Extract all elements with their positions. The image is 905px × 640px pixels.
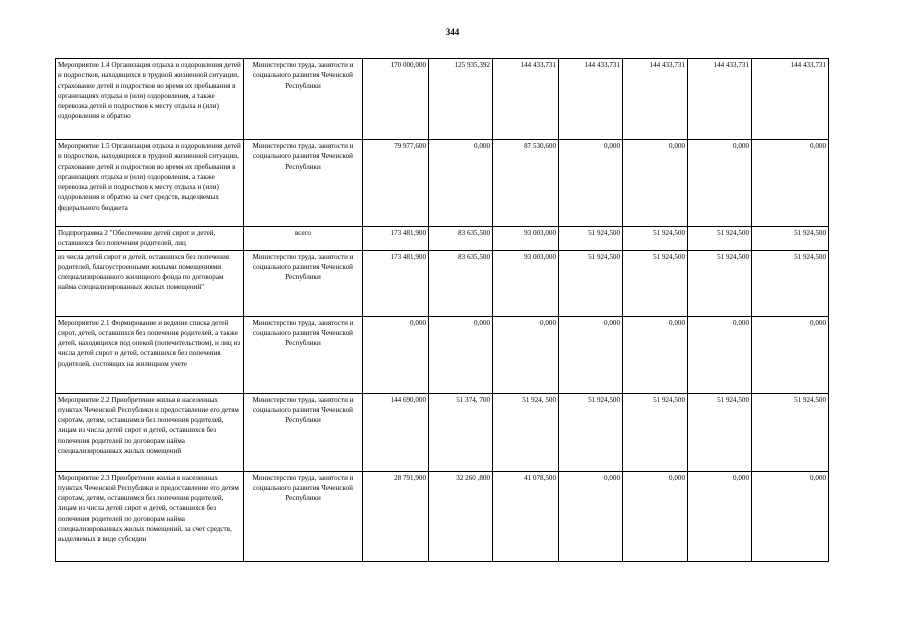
budget-table: [55, 58, 829, 562]
amount-cell: 51 924,500: [559, 227, 623, 251]
amount-cell: 51 924,500: [623, 393, 688, 471]
amount-cell: 144 433,731: [688, 59, 752, 140]
measure-description-cell: Мероприятие 2.2 Приобретение жилья в населенных пунктах Чеченской Республики и предоставление его детям сиротам, детям, оставшимся без попечения родителей, лицам из числа детей сирот и детей, оставшихся без попечения родителей по договорам найма специализированных жилых помещений: [56, 393, 244, 471]
amount-cell: 0,000: [559, 316, 623, 393]
amount-cell: 144 433,731: [752, 59, 829, 140]
amount-cell: 0,000: [688, 316, 752, 393]
amount-cell: 144 433,731: [493, 59, 559, 140]
amount-cell: 0,000: [559, 140, 623, 227]
measure-description-cell: из числа детей сирот и детей, оставшихся без попечения родителей, благоустроенными жилыми помещениями специализированного жилищного фонда по договорам найма специализированных жилых помещений": [56, 250, 244, 316]
amount-cell: 51 924,500: [623, 250, 688, 316]
amount-cell: 0,000: [429, 316, 493, 393]
amount-cell: 32 260 ,800: [429, 471, 493, 561]
amount-cell: 170 000,000: [363, 59, 429, 140]
amount-cell: 0,000: [493, 316, 559, 393]
amount-cell: 28 791,900: [363, 471, 429, 561]
amount-cell: 0,000: [752, 140, 829, 227]
amount-cell: 79 977,600: [363, 140, 429, 227]
table-row: [56, 59, 829, 140]
amount-cell: 93 003,000: [493, 227, 559, 251]
table-row: [56, 250, 829, 316]
responsible-org-cell: Министерство труда, занятости и социального развития Чеченской Республики: [244, 250, 363, 316]
table-row: [56, 471, 829, 561]
amount-cell: 51 924,500: [559, 393, 623, 471]
amount-cell: 144 690,000: [363, 393, 429, 471]
amount-cell: 0,000: [559, 471, 623, 561]
measure-description-cell: Мероприятие 2.3 Приобретение жилья в населенных пунктах Чеченской Республики и предоставление его детям сиротам, детям, оставшимся без попечения родителей, лицам из числа детей сирот и детей, оставшихся без попечения родителей по договорам найма специализированных жилых помещений, за счет средств, выделяемых в виде субсидии: [56, 471, 244, 561]
amount-cell: 0,000: [429, 140, 493, 227]
amount-cell: 83 635,500: [429, 227, 493, 251]
amount-cell: 51 374, 700: [429, 393, 493, 471]
responsible-org-cell: Министерство труда, занятости и социального развития Чеченской Республики: [244, 140, 363, 227]
amount-cell: 0,000: [688, 471, 752, 561]
amount-cell: 51 924,500: [623, 227, 688, 251]
table-row: [56, 393, 829, 471]
amount-cell: 51 924, 500: [493, 393, 559, 471]
amount-cell: 51 924,500: [752, 393, 829, 471]
amount-cell: 0,000: [752, 471, 829, 561]
responsible-org-cell: Министерство труда, занятости и социального развития Чеченской Республики: [244, 59, 363, 140]
amount-cell: 51 924,500: [752, 227, 829, 251]
amount-cell: 0,000: [623, 316, 688, 393]
measure-description-cell: Мероприятие 1.4 Организация отдыха и оздоровления детей и подростков, находящихся в трудной жизненной ситуации, страхование детей и подростков во время их пребывания в организациях отдыха и (или) оздоровления, а также перевозка детей и подростков к месту отдыха и (или) оздоровления и обратно: [56, 59, 244, 140]
responsible-org-cell: Министерство труда, занятости и социального развития Чеченской Республики: [244, 393, 363, 471]
page-number: 344: [445, 27, 460, 37]
table-row: [56, 227, 829, 251]
responsible-org-cell: Министерство труда, занятости и социального развития Чеченской Республики: [244, 471, 363, 561]
amount-cell: 51 924,500: [752, 250, 829, 316]
amount-cell: 125 935,392: [429, 59, 493, 140]
amount-cell: 0,000: [623, 140, 688, 227]
amount-cell: 173 481,900: [363, 250, 429, 316]
responsible-org-cell: Министерство труда, занятости и социального развития Чеченской Республики: [244, 316, 363, 393]
amount-cell: 0,000: [363, 316, 429, 393]
amount-cell: 0,000: [752, 316, 829, 393]
responsible-org-cell: всего: [244, 227, 363, 251]
measure-description-cell: Мероприятие 2.1 Формирование и ведение списка детей сирот, детей, оставшихся без попечения родителей, а также детей, находящихся под опекой (попечительством), и лиц из числа детей сирот и детей, оставшихся без попечения родителей, состоящих на жилищном учете: [56, 316, 244, 393]
amount-cell: 41 078,500: [493, 471, 559, 561]
table-row: [56, 316, 829, 393]
measure-description-cell: Мероприятие 1.5 Организация отдыха и оздоровления детей и подростков, находящихся в трудной жизненной ситуации, страхование детей и подростков во время их пребывания в организациях отдыха и (или) оздоровления, а также перевозка детей и подростков к месту отдыха и (или) оздоровления и обратно за счет средств, выделяемых федерального бюджета: [56, 140, 244, 227]
measure-description-cell: Подпрограмма 2 "Обеспечение детей сирот и детей, оставшихся без попечения родителей, лиц: [56, 227, 244, 251]
amount-cell: 51 924,500: [688, 250, 752, 316]
amount-cell: 0,000: [688, 140, 752, 227]
amount-cell: 51 924,500: [559, 250, 623, 316]
amount-cell: 173 481,900: [363, 227, 429, 251]
amount-cell: 144 433,731: [623, 59, 688, 140]
amount-cell: 51 924,500: [688, 227, 752, 251]
amount-cell: 51 924,500: [688, 393, 752, 471]
amount-cell: 0,000: [623, 471, 688, 561]
amount-cell: 144 433,731: [559, 59, 623, 140]
amount-cell: 83 635,500: [429, 250, 493, 316]
table-row: [56, 140, 829, 227]
amount-cell: 87 530,600: [493, 140, 559, 227]
amount-cell: 93 003,000: [493, 250, 559, 316]
